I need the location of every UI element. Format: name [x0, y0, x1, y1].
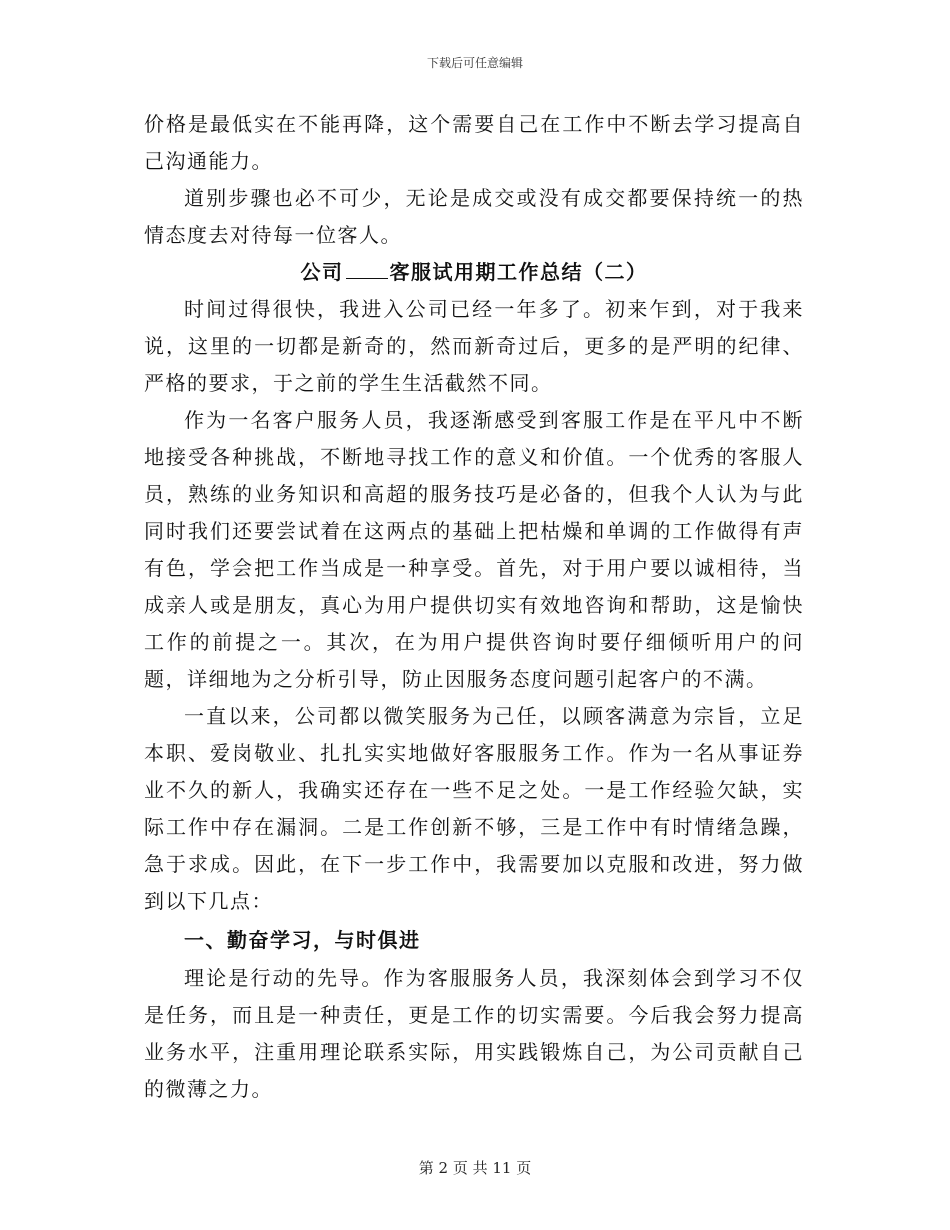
paragraph-farewell: 道别步骤也必不可少，无论是成交或没有成交都要保持统一的热情态度去对待每一位客人。	[144, 186, 804, 247]
title-prefix: 公司	[300, 260, 344, 284]
title-suffix: 客服试用期工作总结（二）	[389, 260, 648, 284]
paragraph-service-role: 作为一名客户服务人员，我逐渐感受到客服工作是在平凡中不断地接受各种挑战，不断地寻找工作的意义和价值。一个优秀的客服人员，熟练的业务知识和高超的服务技巧是必备的，但我个人认为与此同时我们还要尝试着在这两点的基础上把枯燥和单调的工作做得有声有色，学会把工作当成是一种享受。首先，对于用户要以诚相待，当成亲人或是朋友，真心为用户提供切实有效地咨询和帮助，这是愉快工作的前提之一。其次，在为用户提供咨询时要仔细倾听用户的问题，详细地为之分析引导，防止因服务态度问题引起客户的不满。	[144, 408, 804, 691]
section-heading: 一、勤奋学习，与时俱进	[184, 928, 421, 952]
document-title	[144, 254, 804, 291]
paragraph-shortcomings: 一直以来，公司都以微笑服务为己任，以顾客满意为宗旨，立足本职、爱岗敬业、扎扎实实地做好客服服务工作。作为一名从事证券业不久的新人，我确实还存在一些不足之处。一是工作经验欠缺，实际工作中存在漏洞。二是工作创新不够，三是工作中有时情绪急躁，急于求成。因此，在下一步工作中，我需要加以克服和改进，努力做到以下几点：	[144, 704, 804, 913]
page-footer: 第 2 页 共 11 页	[418, 1159, 532, 1177]
paragraph-study: 理论是行动的先导。作为客服服务人员，我深刻体会到学习不仅是任务，而且是一种责任，更是工作的切实需要。今后我会努力提高业务水平，注重用理论联系实际，用实践锻炼自己，为公司贡献自己的微薄之力。	[144, 966, 804, 1101]
page-header: 下载后可任意编辑	[426, 56, 523, 70]
paragraph-continued: 价格是最低实在不能再降，这个需要自己在工作中不断去学习提高自己沟通能力。	[144, 112, 804, 173]
paragraph-intro: 时间过得很快，我进入公司已经一年多了。初来乍到，对于我来说，这里的一切都是新奇的，然而新奇过后，更多的是严明的纪律、严格的要求，于之前的学生生活截然不同。	[144, 297, 804, 395]
title-blank-underline	[346, 277, 388, 279]
document-body	[144, 106, 804, 1108]
